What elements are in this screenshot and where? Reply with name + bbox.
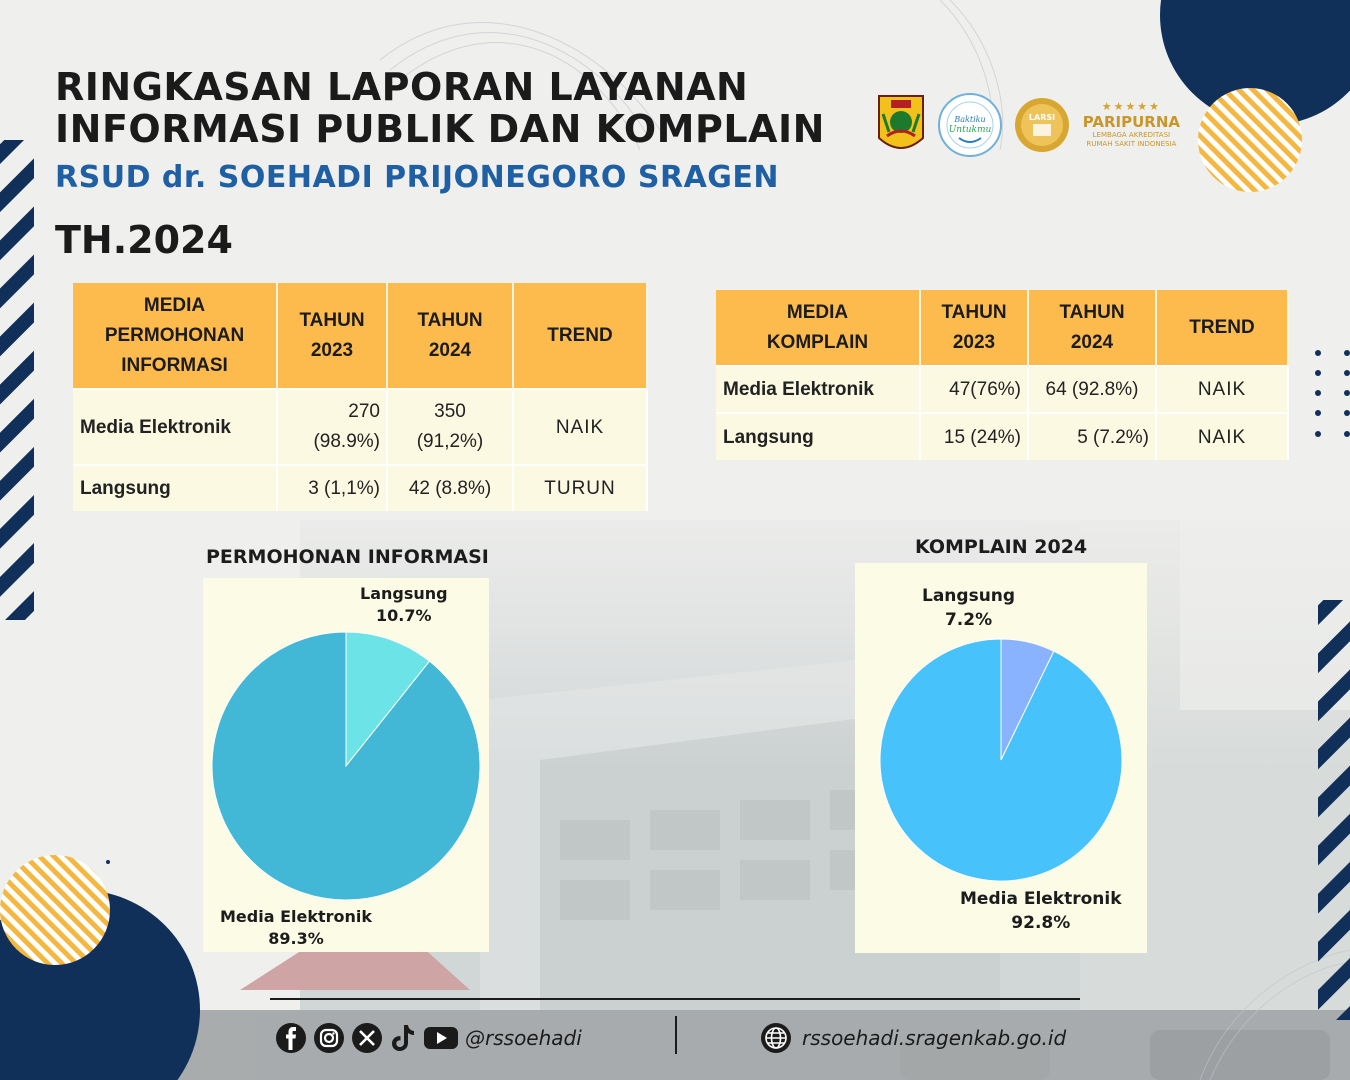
- slice-value-langsung: 7.2%: [944, 610, 993, 630]
- row-media: Langsung: [73, 465, 277, 511]
- header-2023: [277, 283, 387, 389]
- header-2024-line-1: TAHUN: [417, 309, 483, 331]
- logo-strip: [875, 92, 1180, 158]
- chart-title-permohonan: PERMOHONAN INFORMASI: [206, 546, 489, 568]
- footer-divider: [270, 998, 1080, 1000]
- header-media: [716, 290, 920, 366]
- bakti-line-1: Baktiku: [954, 115, 986, 124]
- slice-label-media-elektronik: [220, 906, 372, 950]
- title-line-2: INFORMASI PUBLIK DAN KOMPLAIN: [55, 107, 825, 151]
- row-value-2023: 15 (24%): [920, 413, 1028, 460]
- slice-label-langsung: [922, 584, 1015, 632]
- larsi-logo: [1013, 96, 1071, 154]
- row-media: Media Elektronik: [73, 389, 277, 465]
- page-title: [55, 66, 825, 150]
- bakti-line-2: Untukmu: [948, 125, 992, 135]
- header-media-line-3: INFORMASI: [121, 354, 228, 376]
- slice-value-media-elektronik: 89.3%: [268, 929, 324, 948]
- row-media: Media Elektronik: [716, 366, 920, 413]
- row-trend: TURUN: [513, 465, 647, 511]
- sragen-regency-emblem-logo: [875, 92, 927, 158]
- paripurna-subtitle-1: LEMBAGA AKREDITASI: [1092, 131, 1171, 139]
- header-media-line-2: PERMOHONAN: [104, 324, 245, 346]
- slice-value-langsung: 10.7%: [376, 606, 432, 625]
- value-2024-count: 350: [434, 401, 466, 422]
- chart-title-komplain: KOMPLAIN 2024: [915, 536, 1088, 558]
- header-trend: TREND: [1156, 290, 1288, 366]
- row-value-2024: [387, 389, 513, 465]
- header-media-line-1: MEDIA: [786, 301, 849, 323]
- paripurna-badge: [1083, 101, 1180, 149]
- report-year: TH.2024: [55, 218, 233, 262]
- instagram-icon[interactable]: [313, 1022, 345, 1054]
- website-link: [760, 1022, 1066, 1054]
- star-rating-icon: ★★★★★: [1101, 100, 1162, 113]
- header-media-line-1: MEDIA: [143, 294, 206, 316]
- table-row: [73, 389, 647, 465]
- table-row: [716, 413, 1288, 460]
- row-value-2023: 3 (1,1%): [277, 465, 387, 511]
- header-2024: [387, 283, 513, 389]
- row-trend: NAIK: [513, 389, 647, 465]
- header-2024-line-2: 2024: [428, 339, 472, 361]
- value-2023-count: 270: [348, 401, 380, 422]
- row-media: Langsung: [716, 413, 920, 460]
- slice-label-media-elektronik: [960, 887, 1122, 935]
- header-2023-line-2: 2023: [952, 331, 996, 353]
- pie-slice-media-elektronik: [880, 639, 1122, 881]
- title-line-1: RINGKASAN LAPORAN LAYANAN: [55, 65, 749, 109]
- table-header-row: [716, 290, 1288, 366]
- pie-slice-media-elektronik: [212, 632, 480, 900]
- header-media: [73, 283, 277, 389]
- value-2024-percent: (91,2%): [416, 431, 484, 452]
- header-2024-line-1: TAHUN: [1059, 301, 1125, 323]
- globe-icon: [760, 1022, 792, 1054]
- social-links: [275, 1022, 582, 1054]
- row-value-2024: 64 (92.8%): [1028, 366, 1156, 413]
- larsi-text: LARSI: [1028, 113, 1055, 122]
- header-trend: TREND: [513, 283, 647, 389]
- youtube-icon[interactable]: [423, 1022, 459, 1054]
- row-value-2023: 47(76%): [920, 366, 1028, 413]
- table-header-row: [73, 283, 647, 389]
- header-media-line-2: KOMPLAIN: [766, 331, 869, 353]
- footer-separator: [675, 1016, 677, 1054]
- paripurna-title: PARIPURNA: [1082, 113, 1180, 131]
- table-row: [716, 366, 1288, 413]
- komplain-table: [716, 290, 1289, 460]
- bakti-untukmu-logo: [937, 92, 1003, 158]
- slice-name-media-elektronik: Media Elektronik: [220, 907, 373, 926]
- slice-name-langsung: Langsung: [922, 586, 1016, 606]
- permohonan-informasi-table: [73, 283, 648, 511]
- x-icon[interactable]: [351, 1022, 383, 1054]
- facebook-icon[interactable]: [275, 1022, 307, 1054]
- paripurna-subtitle-2: RUMAH SAKIT INDONESIA: [1086, 140, 1177, 148]
- value-2023-percent: (98.9%): [313, 431, 380, 452]
- tiktok-icon[interactable]: [389, 1022, 417, 1054]
- pie-chart-permohonan: [203, 578, 489, 952]
- header-2023-line-1: TAHUN: [299, 309, 365, 331]
- header-2023-line-1: TAHUN: [941, 301, 1007, 323]
- row-trend: NAIK: [1156, 413, 1288, 460]
- row-value-2024: 42 (8.8%): [387, 465, 513, 511]
- row-value-2024: 5 (7.2%): [1028, 413, 1156, 460]
- header-2023: [920, 290, 1028, 366]
- social-handle[interactable]: @rssoehadi: [465, 1026, 582, 1050]
- row-value-2023: [277, 389, 387, 465]
- slice-value-media-elektronik: 92.8%: [1011, 913, 1071, 933]
- header-2024: [1028, 290, 1156, 366]
- row-trend: NAIK: [1156, 366, 1288, 413]
- header-2024-line-2: 2024: [1070, 331, 1114, 353]
- table-row: [73, 465, 647, 511]
- hospital-name: RSUD dr. SOEHADI PRIJONEGORO SRAGEN: [55, 160, 780, 195]
- slice-name-langsung: Langsung: [360, 584, 448, 603]
- website-url[interactable]: rssoehadi.sragenkab.go.id: [802, 1026, 1067, 1050]
- header-2023-line-2: 2023: [310, 339, 354, 361]
- slice-label-langsung: [360, 583, 448, 627]
- slice-name-media-elektronik: Media Elektronik: [960, 889, 1122, 909]
